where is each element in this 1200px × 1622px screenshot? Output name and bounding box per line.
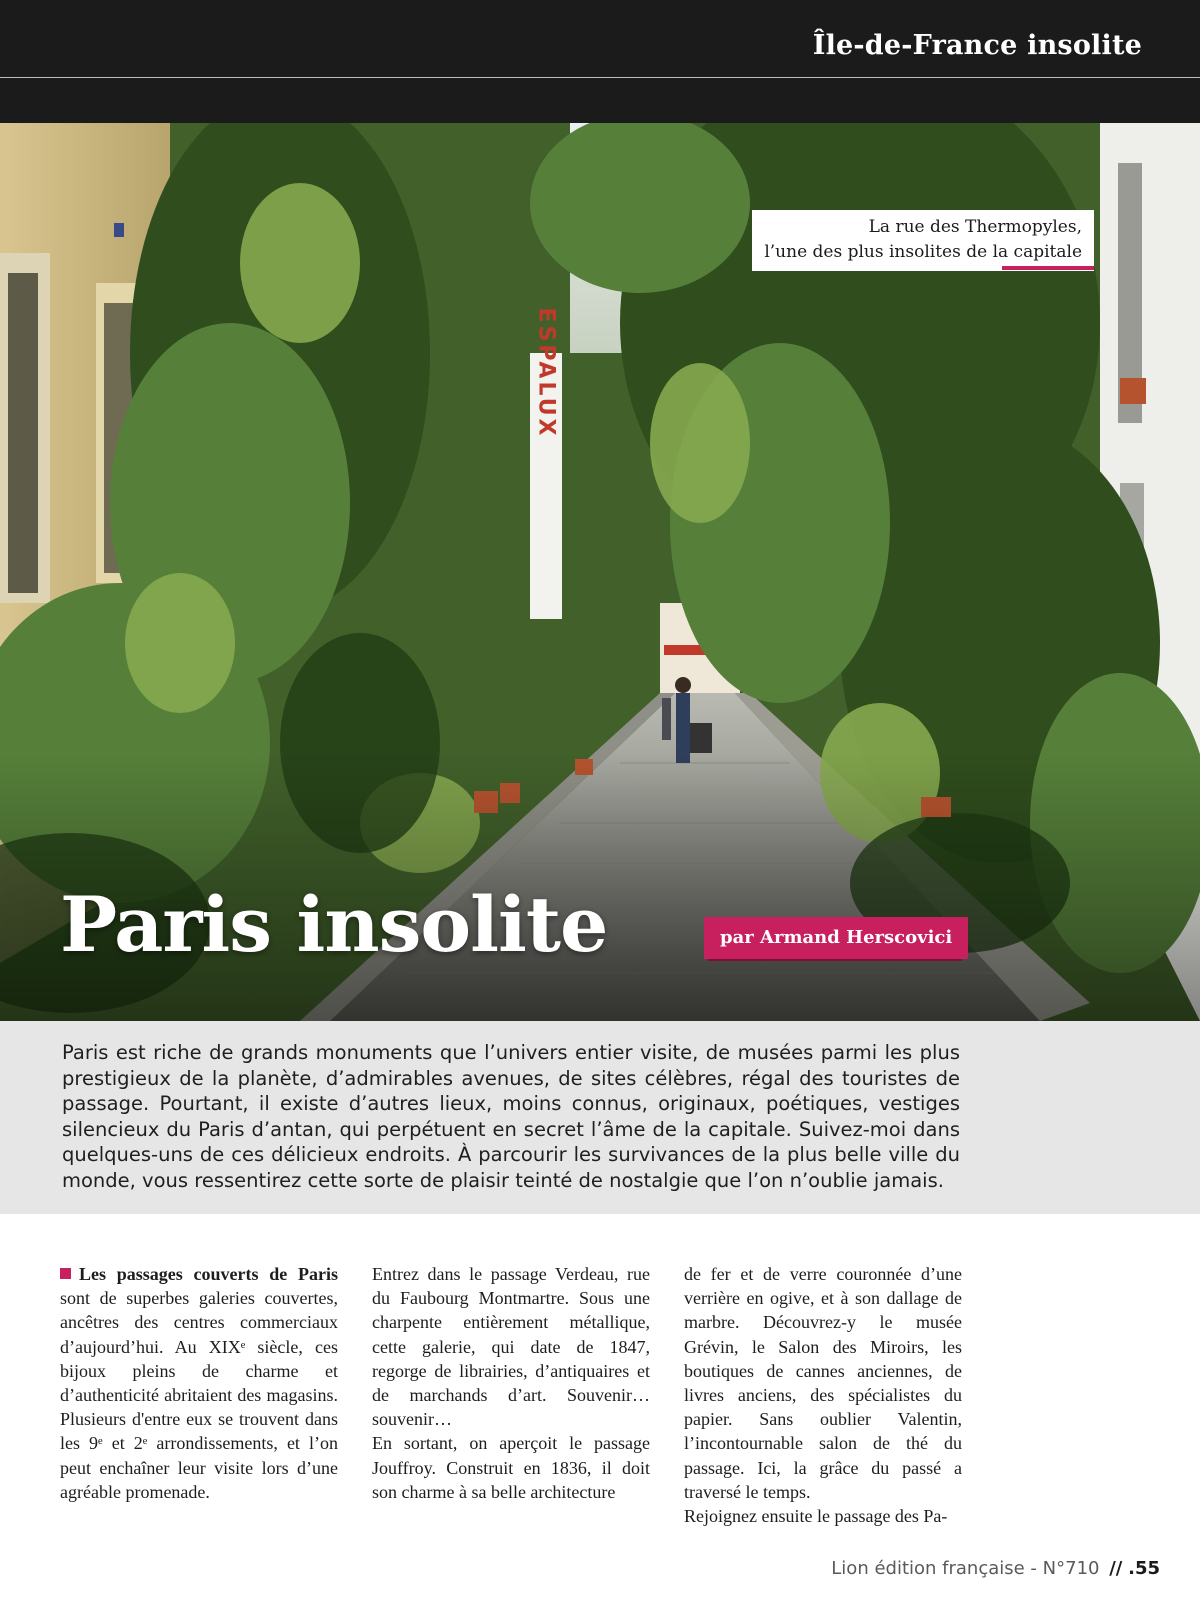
article-title: Paris insolite — [60, 880, 608, 969]
photo-caption — [752, 210, 1094, 271]
header-divider — [0, 77, 1200, 78]
publication-name: Lion édition française - N°710 — [831, 1558, 1100, 1579]
intro-paragraph: Paris est riche de grands monuments que l’univers entier visite, de musées parmi les plus prestigieux de la planète, d’admirables avenues, de sites célèbres, régal des touristes de passage. Pourtant, il existe d’autres lieux, moins connus, originaux, poétiques, vestiges silencieux du Paris d’antan, qui perpétuent en secret l’âme de la capitale. Suivez-moi dans quelques-uns de ces délicieux endroits. À parcourir les survivances de la plus belle ville du monde, vous ressentirez cette sorte de plaisir teinté de nostalgie que l’on n’oublie jamais. — [62, 1041, 960, 1192]
paragraph-body: sont de superbes galeries couvertes, ancêtres des centres commerciaux d’aujourd’hui. Au XIXᵉ siècle, ces bijoux pleins de charme et d’authenticité abritaient des magasins. Plusieurs d'entre eux se trouvent dans les 9ᵉ et 2ᵉ arrondissements, et l’on peut enchaîner leur visite lors d’une agréable promenade. — [60, 1288, 338, 1502]
paragraph-lead: Les passages couverts de Paris — [79, 1264, 338, 1284]
page-number: .55 — [1128, 1558, 1160, 1579]
caption-line-2: l’une des plus insolites de la capitale — [764, 242, 1082, 262]
text-column-1 — [60, 1262, 338, 1504]
square-bullet-icon — [60, 1268, 71, 1279]
header-bar — [0, 0, 1200, 123]
caption-accent-bar — [1002, 266, 1094, 270]
text-column-3 — [684, 1262, 962, 1528]
page-footer — [831, 1558, 1160, 1579]
column-1-paragraph — [60, 1262, 338, 1504]
column-2-paragraph-2: En sortant, on aperçoit le passage Jouffroy. Construit en 1836, il doit son charme à sa belle architecture — [372, 1433, 650, 1502]
footer-separator: // — [1109, 1558, 1123, 1579]
caption-line-1: La rue des Thermopyles, — [868, 217, 1082, 237]
column-3-paragraph-2: Rejoignez ensuite le passage des Pa- — [684, 1506, 948, 1527]
column-2-paragraph-1: Entrez dans le passage Verdeau, rue du Faubourg Montmartre. Sous une charpente entièrement métallique, cette galerie, qui date de 1847, regorge de librairies, d’antiquaires et de marchands d’art. Souvenir… souvenir… — [372, 1264, 650, 1430]
text-column-2 — [372, 1262, 650, 1504]
author-badge: par Armand Herscovici — [704, 917, 968, 959]
column-3-paragraph-1: de fer et de verre couronnée d’une verrière en ogive, et à son dallage de marbre. Découvrez-y le musée Grévin, le Salon des Miroirs, les boutiques de cannes anciennes, de livres anciens, des spécialistes du papier. Sans oublier Valentin, l’incontournable salon de thé du passage. Ici, la grâce du passé a traversé le temps. — [684, 1264, 962, 1502]
section-title: Île-de-France insolite — [812, 30, 1142, 61]
